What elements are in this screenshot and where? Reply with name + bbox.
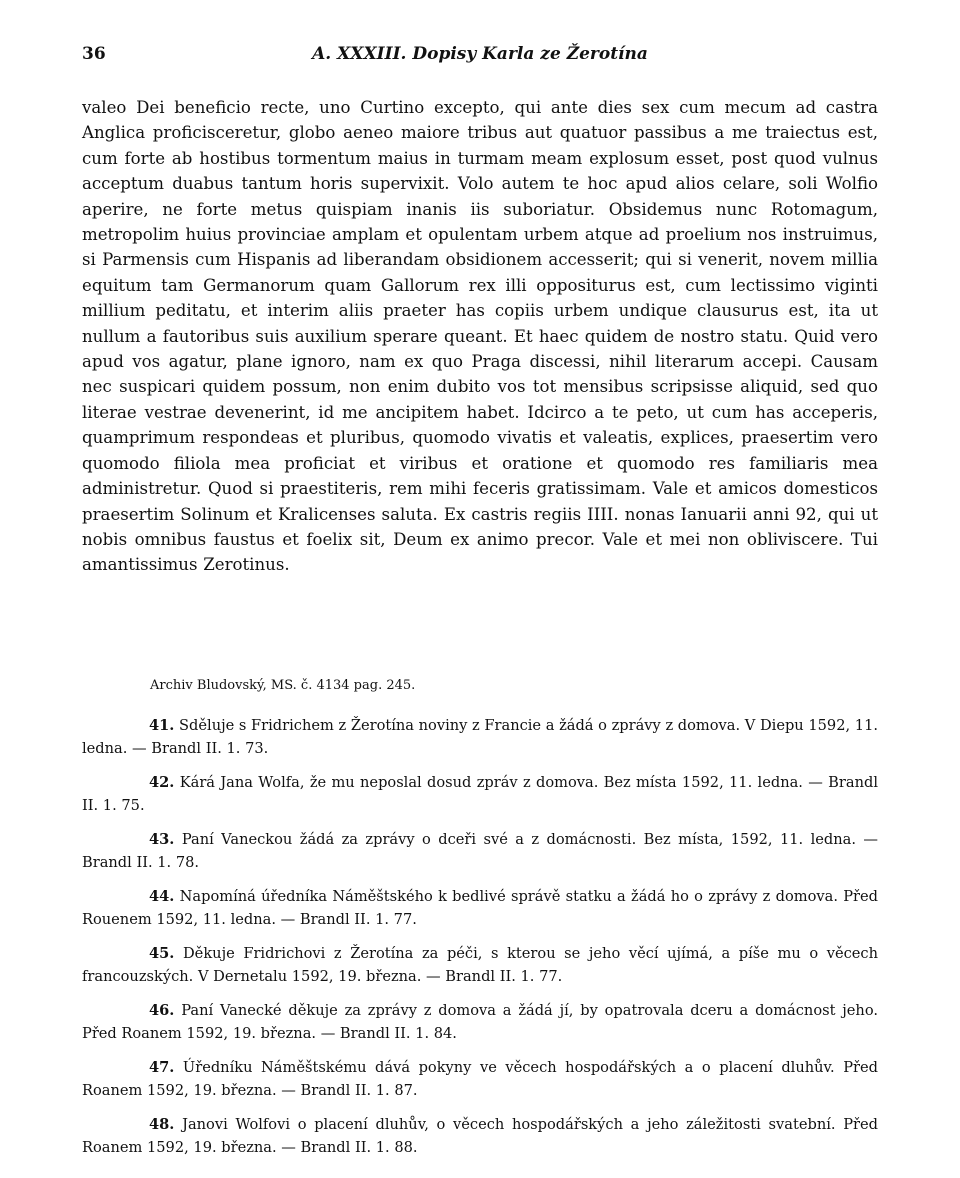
letter-summaries [82,714,878,1170]
summary-entry-44 [82,885,878,931]
entry-number: 45. [149,945,175,962]
letter-body [82,95,878,578]
entry-number: 41. [149,717,175,734]
summary-entry-41 [82,714,878,760]
entry-text: Děkuje Fridrichovi z Žerotína za péči, s kterou se jeho věcí ujímá, a píše mu o věcech francouzských. V Dernetalu 1592, 19. března. — Brandl II. 1. 77. [82,945,878,985]
summary-entry-43 [82,828,878,874]
page-number: 36 [82,44,106,64]
entry-text: Sděluje s Fridrichem z Žerotína noviny z Francie a žádá o zprávy z domova. V Diepu 1592, 11. ledna. — Brandl II. 1. 73. [82,717,878,757]
running-title: A. XXXIII. Dopisy Karla ze Žerotína [312,44,648,64]
entry-number: 42. [149,774,175,791]
summary-entry-42 [82,771,878,817]
summary-entry-45 [82,942,878,988]
source-note: Archiv Bludovský, MS. č. 4134 pag. 245. [150,678,416,693]
entry-number: 44. [149,888,175,905]
entry-text: Napomíná úředníka Náměštského k bedlivé správě statku a žádá ho o zprávy z domova. Před Rouenem 1592, 11. ledna. — Brandl II. 1. 77. [82,888,878,928]
entry-text: Kárá Jana Wolfa, že mu neposlal dosud zpráv z domova. Bez místa 1592, 11. ledna. — Brandl II. 1. 75. [82,774,878,814]
letter-text: valeo Dei beneficio recte, uno Curtino excepto, qui ante dies sex cum mecum ad castra Anglica proficisceretur, globo aeneo maiore tribus aut quatuor passibus a me traiectus est, cum forte ab hostibus tormentum maius in turmam meam explosum esset, post quod vulnus acceptum duabus tantum horis supervixit. Volo autem te hoc apud alios celare, soli Wolfio aperire, ne forte metus quispiam inanis iis suboriatur. Obsidemus nunc Rotomagum, metropolim huius provinciae amplam et opulentam urbem atque ad proelium nos instruimus, si Parmensis cum Hispanis ad liberandam obsidionem accesserit; qui si venerit, novem millia equitum tam Germanorum quam Gallorum rex illi oppositurus est, cum lectissimo viginti millium peditatu, et interim aliis praeter has copiis urbem undique clausurus est, ita ut nullum a fautoribus suis auxilium sperare queant. Et haec quidem de nostro statu. Quid vero apud vos agatur, plane ignoro, nam ex quo Praga discessi, nihil literarum accepi. Causam nec suspicari quidem possum, non enim dubito vos tot mensibus scripsisse aliquid, sed quo literae vestrae devenerint, id me ancipitem habet. Idcirco a te peto, ut cum has acceperis, quamprimum respondeas et pluribus, quomodo vivatis et valeatis, explices, praesertim vero quomodo filiola mea proficiat et viribus et oratione et quomodo res familiaris mea administretur. Quod si praestiteris, rem mihi feceris gratissimam. Vale et amicos domesticos praesertim Solinum et Kralicenses saluta. Ex castris regiis IIII. nonas Ianuarii anni 92, qui ut nobis omnibus faustus et foelix sit, Deum ex animo precor. Vale et mei non obliviscere. Tui amantissimus Zerotinus. [82,98,878,575]
entry-number: 46. [149,1002,175,1019]
entry-text: Paní Vaneckou žádá za zprávy o dceři své a z domácnosti. Bez místa, 1592, 11. ledna. — Brandl II. 1. 78. [82,831,878,871]
summary-entry-46 [82,999,878,1045]
running-head [82,44,878,72]
entry-text: Úředníku Náměštskému dává pokyny ve věcech hospodářských a o placení dluhův. Před Roanem 1592, 19. března. — Brandl II. 1. 87. [82,1059,878,1099]
entry-number: 47. [149,1059,175,1076]
entry-text: Janovi Wolfovi o placení dluhův, o věcech hospodářských a jeho záležitosti svatební. Před Roanem 1592, 19. března. — Brandl II. 1. 88. [82,1116,878,1156]
summary-entry-48 [82,1113,878,1159]
summary-entry-47 [82,1056,878,1102]
entry-text: Paní Vanecké děkuje za zprávy z domova a žádá jí, by opatrovala dceru a domácnost jeho. Před Roanem 1592, 19. března. — Brandl II. 1. 84. [82,1002,878,1042]
entry-number: 48. [149,1116,175,1133]
entry-number: 43. [149,831,175,848]
